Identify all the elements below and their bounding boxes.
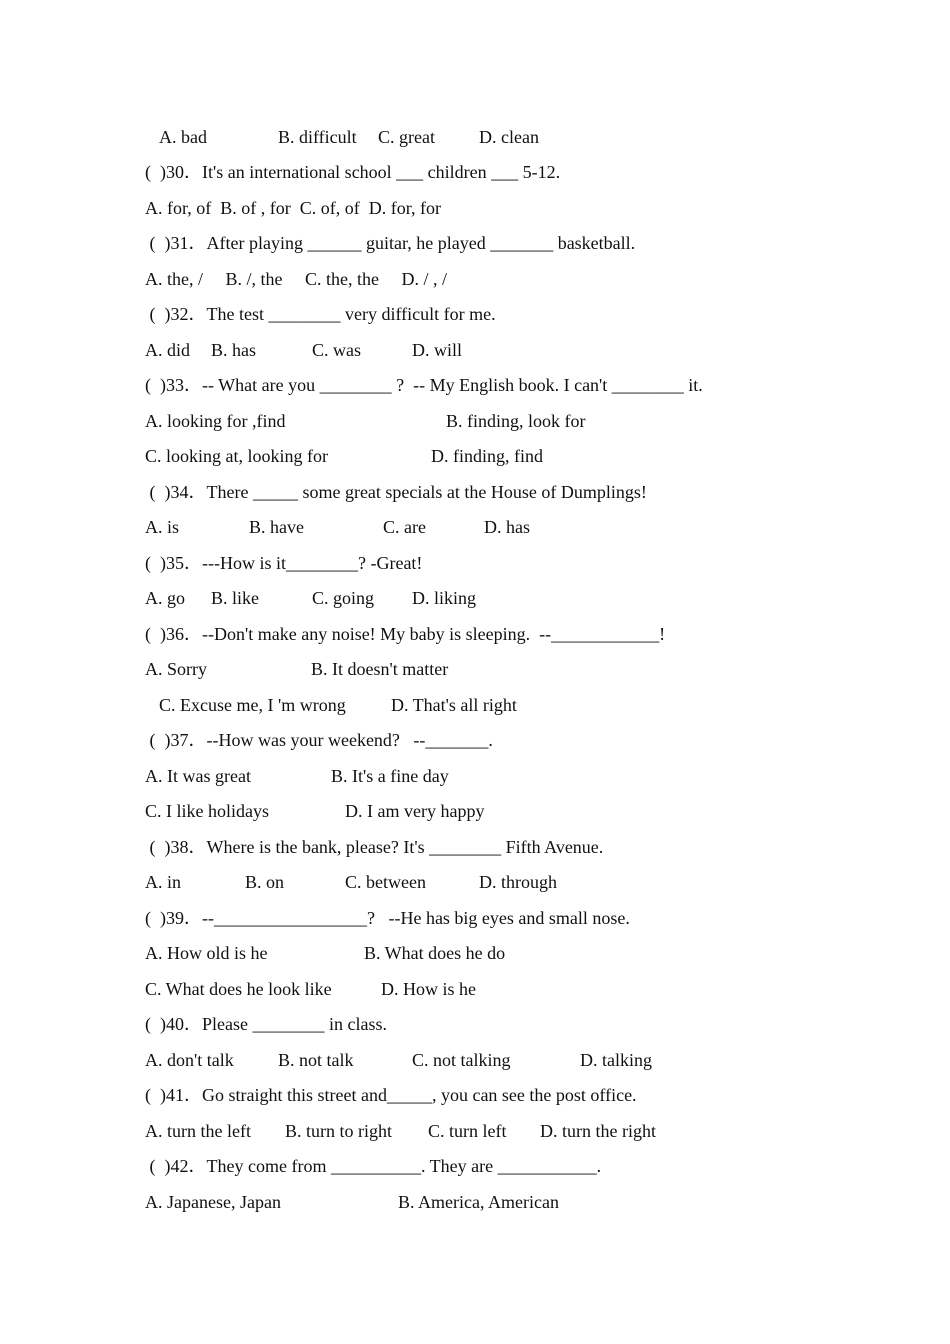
q37-option-b: B. It's a fine day <box>331 766 449 786</box>
q31-question: ( )31．After playing ______ guitar, he played _______ basketball. <box>145 233 636 253</box>
q32-option-a: A. did <box>145 340 190 360</box>
q33-option-a: A. looking for ,find <box>145 411 286 431</box>
q32-option-d: D. will <box>412 340 463 360</box>
q40-question: ( )40．Please ________ in class. <box>145 1014 387 1034</box>
q33-options-row-2 <box>145 444 543 468</box>
q41-option-b: B. turn to right <box>285 1121 392 1141</box>
q40-option-b: B. not talk <box>278 1050 354 1070</box>
q39-question: ( )39．--_________________? --He has big eyes and small nose. <box>145 908 630 928</box>
q32-option-c: C. was <box>312 340 361 360</box>
q38-option-c: C. between <box>345 872 426 892</box>
q36-option-a: A. Sorry <box>145 659 207 679</box>
q39-option-c: C. What does he look like <box>145 979 332 999</box>
q36-options-row-2 <box>145 693 517 717</box>
q35-option-b: B. like <box>211 588 259 608</box>
q42-option-b: B. America, American <box>398 1192 559 1212</box>
q33-option-d: D. finding, find <box>431 446 543 466</box>
q40-option-d: D. talking <box>580 1050 652 1070</box>
q30-question: ( )30．It's an international school ___ children ___ 5-12. <box>145 162 561 182</box>
q41-option-d: D. turn the right <box>540 1121 656 1141</box>
q41-option-a: A. turn the left <box>145 1121 251 1141</box>
q35-question: ( )35．---How is it________? -Great! <box>145 553 423 573</box>
q33-option-c: C. looking at, looking for <box>145 446 328 466</box>
q40-option-a: A. don't talk <box>145 1050 234 1070</box>
q36-option-c: C. Excuse me, I 'm wrong <box>159 695 346 715</box>
q33-question: ( )33．-- What are you ________ ? -- My English book. I can't ________ it. <box>145 375 703 395</box>
q37-option-d: D. I am very happy <box>345 801 485 821</box>
q32-question: ( )32．The test ________ very difficult for me. <box>145 304 496 324</box>
q39-option-a: A. How old is he <box>145 943 268 963</box>
q36-option-d: D. That's all right <box>391 695 517 715</box>
q29-option-a: A. bad <box>159 127 207 147</box>
q40-options-row <box>145 1048 652 1072</box>
q29-option-b: B. difficult <box>278 127 357 147</box>
q34-option-a: A. is <box>145 517 180 537</box>
q30-options: A. for, of B. of , for C. of, of D. for, for <box>145 198 441 218</box>
q36-options-row-1 <box>145 657 449 681</box>
q35-option-a: A. go <box>145 588 185 608</box>
q39-options-row-1 <box>145 941 506 965</box>
q41-options-row <box>145 1119 656 1143</box>
q31-options: A. the, / B. /, the C. the, the D. / , / <box>145 269 447 289</box>
q32-option-b: B. has <box>211 340 256 360</box>
q36-option-b: B. It doesn't matter <box>311 659 449 679</box>
q38-options-row <box>145 870 557 894</box>
q37-options-row-2 <box>145 799 485 823</box>
q38-option-a: A. in <box>145 872 181 892</box>
q34-options-row <box>145 515 530 539</box>
q42-option-a: A. Japanese, Japan <box>145 1192 281 1212</box>
q42-question: ( )42．They come from __________. They are ___________. <box>145 1156 602 1176</box>
q41-question: ( )41．Go straight this street and_____, you can see the post office. <box>145 1085 637 1105</box>
q34-option-c: C. are <box>383 517 426 537</box>
q32-options-row <box>145 338 463 362</box>
q34-question: ( )34．There _____ some great specials at the House of Dumplings! <box>145 482 647 502</box>
q33-options-row-1 <box>145 409 586 433</box>
q39-options-row-2 <box>145 977 476 1001</box>
q29-options-row <box>145 125 539 149</box>
q42-options-row <box>145 1190 559 1214</box>
q35-options-row <box>145 586 477 610</box>
q29-option-d: D. clean <box>479 127 539 147</box>
q38-option-b: B. on <box>245 872 285 892</box>
q37-options-row-1 <box>145 764 449 788</box>
q34-option-b: B. have <box>249 517 304 537</box>
q37-option-c: C. I like holidays <box>145 801 269 821</box>
q35-option-c: C. going <box>312 588 375 608</box>
q38-question: ( )38．Where is the bank, please? It's ________ Fifth Avenue. <box>145 837 604 857</box>
q34-option-d: D. has <box>484 517 530 537</box>
q40-option-c: C. not talking <box>412 1050 511 1070</box>
q35-option-d: D. liking <box>412 588 477 608</box>
q37-question: ( )37．--How was your weekend? --_______. <box>145 730 493 750</box>
q41-option-c: C. turn left <box>428 1121 507 1141</box>
q38-option-d: D. through <box>479 872 557 892</box>
q37-option-a: A. It was great <box>145 766 251 786</box>
q39-option-b: B. What does he do <box>364 943 506 963</box>
q39-option-d: D. How is he <box>381 979 476 999</box>
q36-question: ( )36．--Don't make any noise! My baby is sleeping. --____________! <box>145 624 666 644</box>
q33-option-b: B. finding, look for <box>446 411 586 431</box>
q29-option-c: C. great <box>378 127 435 147</box>
